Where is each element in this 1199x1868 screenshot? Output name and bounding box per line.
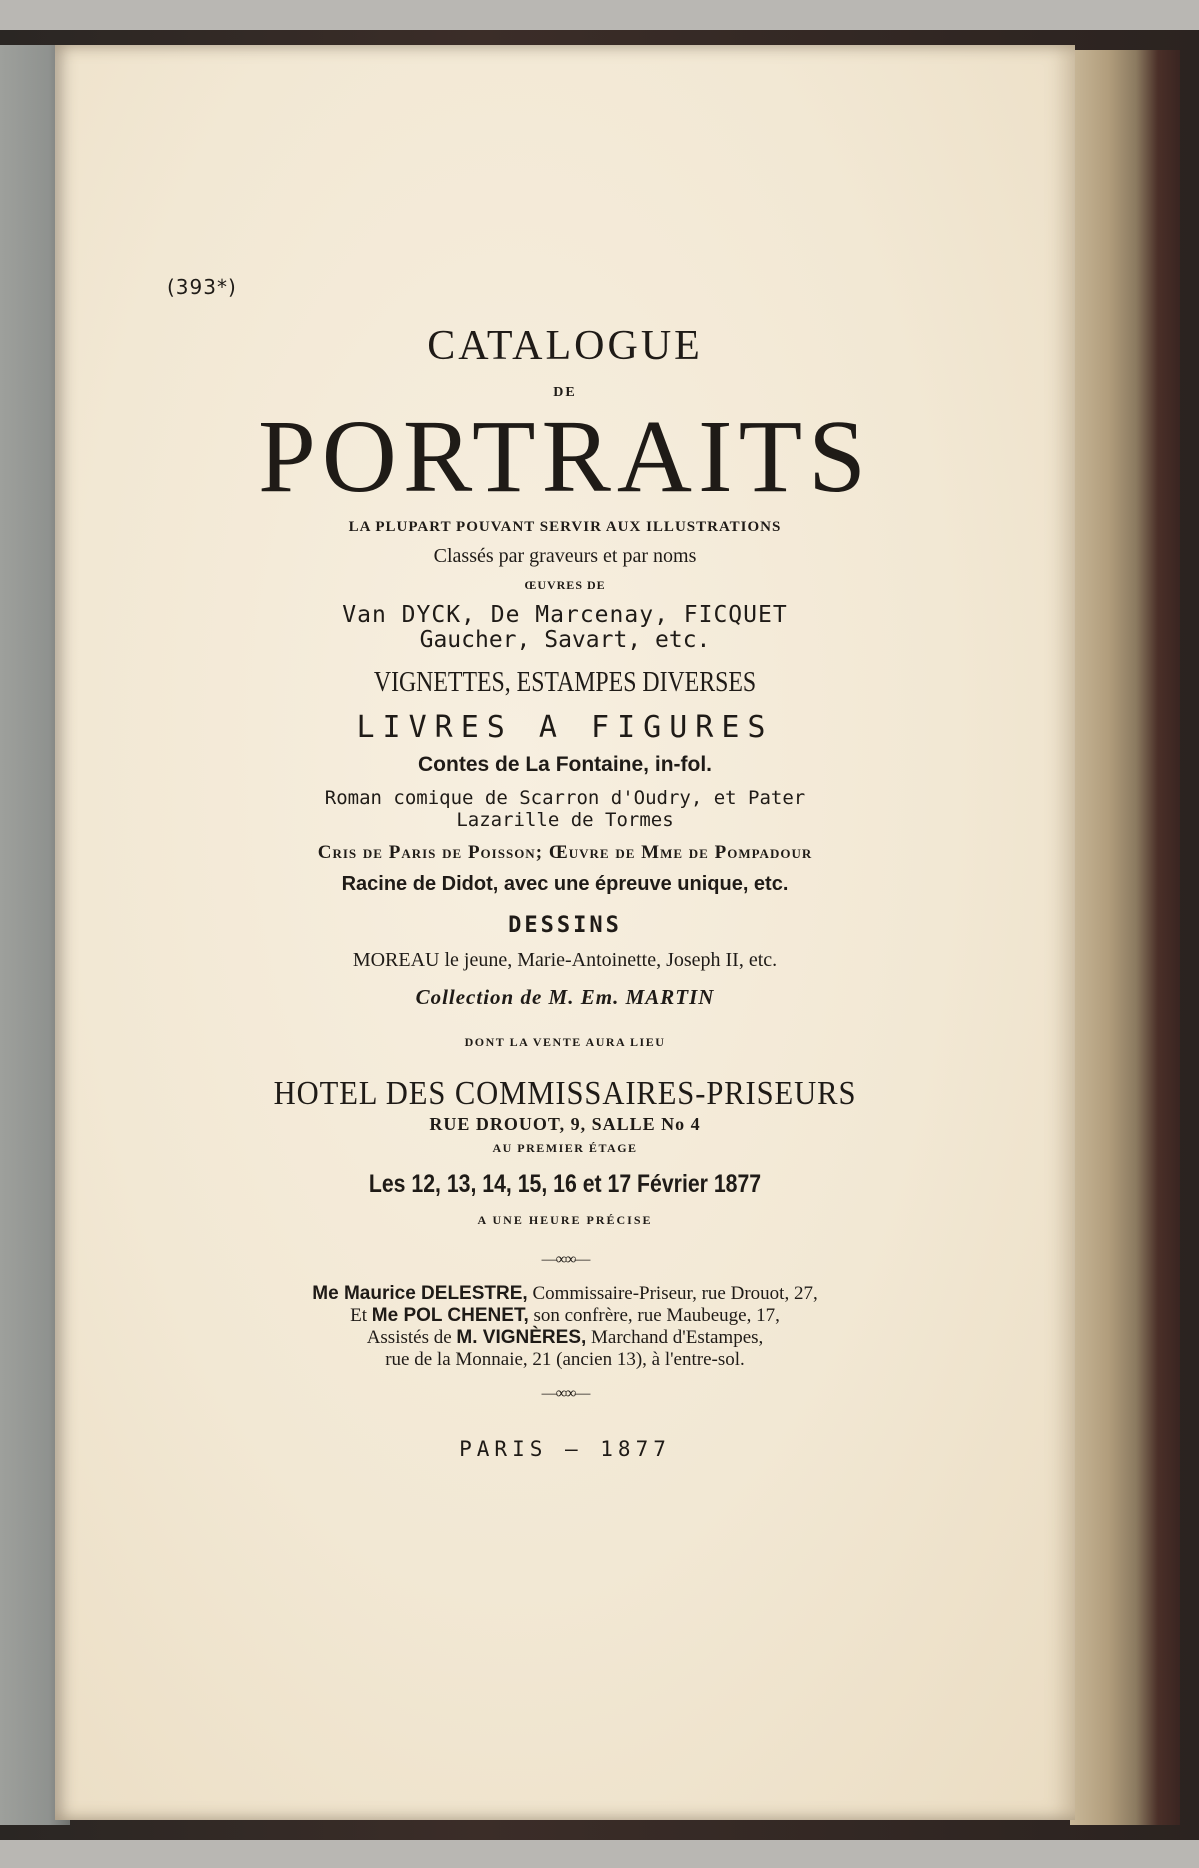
roman-line-1: Roman comique de Scarron d'Oudry, et Pater [324, 787, 806, 809]
notary-line-3 [55, 1327, 1075, 1349]
title-page [55, 45, 1075, 1820]
sale-venue: HOTEL DES COMMISSAIRES-PRISEURS [273, 1075, 857, 1112]
notary-line-1 [55, 1283, 1075, 1305]
sale-dates: Les 12, 13, 14, 15, 16 et 17 Février 1877 [368, 1170, 762, 1198]
notary-detail-3: Marchand d'Estampes, [586, 1327, 764, 1348]
artists-line-2: Gaucher, Savart, etc. [419, 627, 711, 653]
notary-name-3: M. VIGNÈRES, [456, 1327, 587, 1348]
title-catalogue: CATALOGUE [427, 323, 703, 369]
ornament-rule-bottom: —∞∞— [541, 1385, 589, 1402]
ornament-rule-top: —∞∞— [541, 1251, 589, 1268]
notary-name-1: Me Maurice DELESTRE, [312, 1283, 528, 1304]
oeuvres-de: ŒUVRES DE [524, 578, 606, 592]
subtitle-classes: Classés par graveurs et par noms [433, 545, 697, 567]
sale-floor: AU PREMIER ÉTAGE [492, 1141, 638, 1155]
roman-line-2: Lazarille de Tormes [456, 809, 674, 831]
imprint: PARIS — 1877 [459, 1437, 671, 1461]
notary-detail-2: son confrère, rue Maubeuge, 17, [528, 1305, 780, 1326]
moreau-line: MOREAU le jeune, Marie-Antoinette, Joseph II, etc. [352, 949, 778, 971]
artists-line-1: Van DYCK, De Marcenay, FICQUET [342, 602, 788, 628]
notary-detail-1: Commissaire-Priseur, rue Drouot, 27, [527, 1283, 818, 1304]
subtitle-plupart: LA PLUPART POUVANT SERVIR AUX ILLUSTRATIONS [348, 519, 782, 535]
vignettes-heading: VIGNETTES, ESTAMPES DIVERSES [373, 667, 757, 698]
sale-time: A UNE HEURE PRÉCISE [477, 1213, 653, 1227]
cris-line: Cris de Paris de Poisson; Œuvre de Mme de Pompadour [317, 842, 813, 863]
livres-heading: LIVRES A FIGURES [356, 710, 774, 745]
sale-intro: DONT LA VENTE AURA LIEU [464, 1035, 666, 1049]
title-de: DE [553, 385, 577, 400]
page-edges [1070, 50, 1180, 1825]
racine-line: Racine de Didot, avec une épreuve unique, etc. [341, 873, 789, 895]
notaries-block [55, 1283, 1075, 1371]
notary-prefix-3: Assistés de [366, 1327, 457, 1348]
title-portraits: PORTRAITS [257, 399, 873, 514]
contes-line: Contes de La Fontaine, in-fol. [418, 753, 712, 776]
notary-line-4: rue de la Monnaie, 21 (ancien 13), à l'entre-sol. [385, 1349, 745, 1370]
collection-line: Collection de M. Em. MARTIN [415, 985, 715, 1009]
notary-name-2: Me POL CHENET, [371, 1305, 529, 1326]
lot-number: (393*) [167, 275, 237, 299]
notary-prefix-2: Et [350, 1305, 372, 1326]
sale-address: RUE DROUOT, 9, SALLE No 4 [429, 1114, 701, 1134]
dessins-heading: DESSINS [508, 913, 622, 938]
notary-line-2 [55, 1305, 1075, 1327]
